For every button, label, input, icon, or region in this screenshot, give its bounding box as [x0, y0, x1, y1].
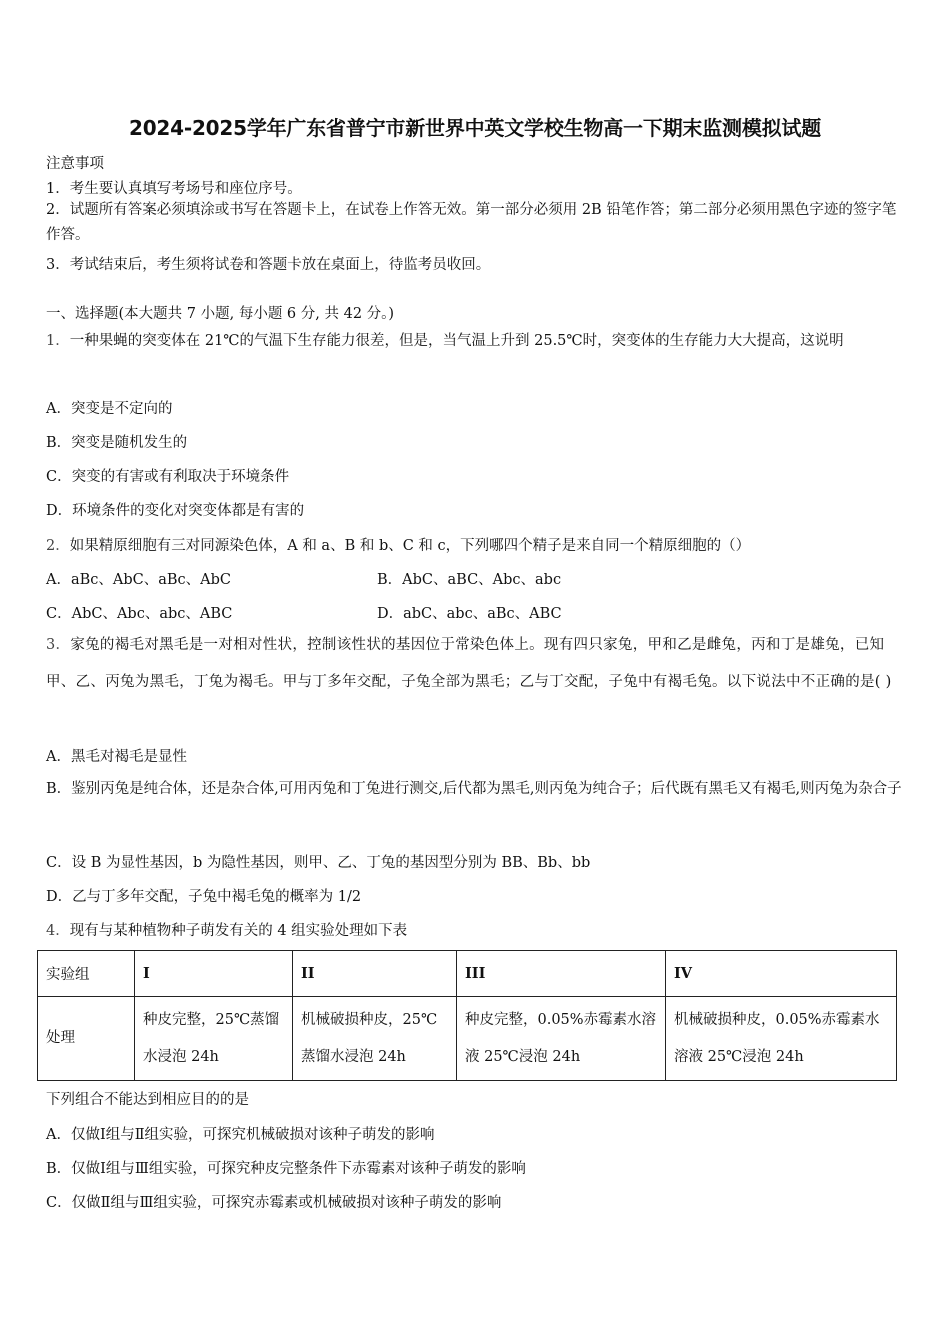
notice-item-2: 2．试题所有答案必须填涂或书写在答题卡上，在试卷上作答无效。第一部分必须用 2B 铅笔作答；第二部分必须用黑色字迹的签字笔作答。: [46, 202, 897, 243]
q3-option-a: A．黑毛对褐毛是显性: [46, 749, 187, 765]
table-row-label: 处理: [38, 997, 135, 1081]
q2-option-b: B．AbC、aBC、Abc、abc: [377, 572, 562, 588]
q1-option-b: B．突变是随机发生的: [46, 435, 188, 451]
q3-option-b: B．鉴别丙兔是纯合体，还是杂合体,可用丙兔和丁兔进行测交,后代都为黑毛,则丙兔为纯合子；后代既有黑毛又有褐毛,则丙兔为杂合子: [46, 781, 902, 797]
q1-option-d: D．环境条件的变化对突变体都是有害的: [46, 503, 305, 519]
notice-item-1: 1．考生要认真填写考场号和座位序号。: [46, 181, 302, 197]
q2-option-d: D．abC、abc、aBc、ABC: [377, 606, 562, 622]
q2-option-a: A．aBc、AbC、aBc、AbC: [46, 572, 232, 588]
table-cell: 种皮完整，25℃蒸馏水浸泡 24h: [135, 997, 293, 1081]
question-3-stem: [46, 627, 906, 701]
table-header-cell: I: [135, 951, 293, 997]
table-row: [38, 997, 897, 1081]
q4-option-c: C．仅做Ⅱ组与Ⅲ组实验，可探究赤霉素或机械破损对该种子萌发的影响: [46, 1195, 502, 1211]
table-header-cell: II: [293, 951, 457, 997]
question-2-text: 如果精原细胞有三对同源染色体，A 和 a、B 和 b、C 和 c，下列哪四个精子是来自同一个精原细胞的（）: [69, 538, 751, 554]
q3-option-d: D．乙与丁多年交配，子兔中褐毛兔的概率为 1/2: [46, 889, 362, 905]
q3-option-c: C．设 B 为显性基因，b 为隐性基因，则甲、乙、丁兔的基因型分别为 BB、Bb、bb: [46, 855, 591, 871]
question-4-stem: [46, 919, 407, 940]
question-4-number: 4．: [46, 923, 70, 939]
question-1-text: 一种果蝇的突变体在 21℃的气温下生存能力很差，但是，当气温上升到 25.5℃时，突变体的生存能力大大提高，这说明: [69, 333, 844, 349]
question-2-stem: [46, 534, 750, 555]
question-4-after: 下列组合不能达到相应目的的是: [46, 1092, 249, 1108]
notice-item-3: 3．考试结束后，考生须将试卷和答题卡放在桌面上，待监考员收回。: [46, 257, 491, 273]
section-heading: 一、选择题(本大题共 7 小题, 每小题 6 分, 共 42 分。): [46, 306, 395, 322]
q4-option-b: B．仅做Ⅰ组与Ⅲ组实验，可探究种皮完整条件下赤霉素对该种子萌发的影响: [46, 1161, 526, 1177]
table-header-cell: 实验组: [38, 951, 135, 997]
table-cell: 机械破损种皮，25℃蒸馏水浸泡 24h: [293, 997, 457, 1081]
question-3-text: 家兔的褐毛对黑毛是一对相对性状，控制该性状的基因位于常染色体上。现有四只家兔，甲和乙是雌兔，丙和丁是雄兔，已知甲、乙、丙兔为黑毛，丁兔为褐毛。甲与丁多年交配，子兔全部为黑毛；乙与丁交配，子兔中有褐毛兔。以下说法中不正确的是( ): [46, 637, 892, 690]
table-header-cell: IV: [666, 951, 897, 997]
q4-option-a: A．仅做Ⅰ组与Ⅱ组实验，可探究机械破损对该种子萌发的影响: [46, 1127, 435, 1143]
q1-option-c: C．突变的有害或有利取决于环境条件: [46, 469, 290, 485]
q2-option-c: C．AbC、Abc、abc、ABC: [46, 606, 233, 622]
question-3-number: 3．: [46, 637, 71, 653]
notice-heading: 注意事项: [46, 156, 104, 172]
table-cell: 机械破损种皮，0.05%赤霉素水溶液 25℃浸泡 24h: [666, 997, 897, 1081]
table-cell: 种皮完整，0.05%赤霉素水溶液 25℃浸泡 24h: [457, 997, 666, 1081]
q1-option-a: A．突变是不定向的: [46, 401, 173, 417]
question-2-number: 2．: [46, 538, 70, 554]
table-header-row: [38, 951, 897, 997]
page-title: 2024-2025学年广东省普宁市新世界中英文学校生物高一下期末监测模拟试题: [128, 116, 822, 140]
experiment-table: [37, 950, 897, 1081]
question-1-stem: [46, 322, 906, 360]
question-1-number: 1．: [46, 333, 70, 349]
table-header-cell: III: [457, 951, 666, 997]
question-4-text: 现有与某种植物种子萌发有关的 4 组实验处理如下表: [69, 923, 408, 939]
